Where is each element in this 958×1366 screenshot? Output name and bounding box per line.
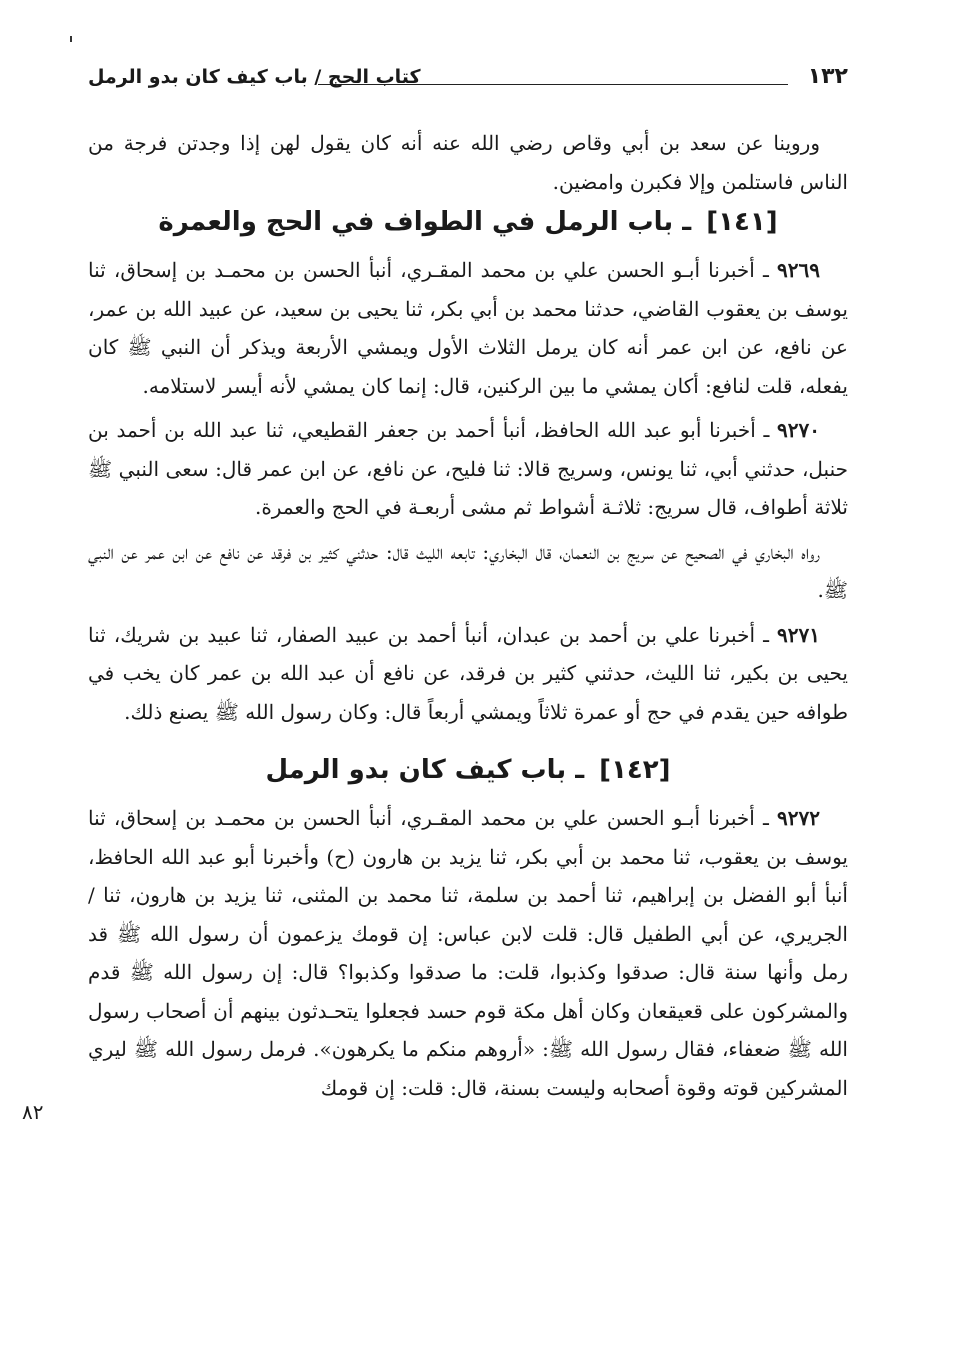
hadith-number: ٩٢٧٠ xyxy=(777,418,821,442)
page-body xyxy=(88,60,848,1107)
corner-mark xyxy=(70,36,72,42)
note-text: رواه البخاري في الصحيح عن سريج بن النعمان، قال البخاري: تابعه الليث قال: حدثني كثير بن فرقد عن نافع عن ابن عمر عن النبي ﷺ. xyxy=(88,539,848,602)
hadith-number: ٩٢٧١ xyxy=(777,622,821,647)
hadith-text: ـ أخبرنا أبـو الحسن علي بن محمد المقـري، أنبأ الحسن بن محمـد بن إسحاق، ثنا يوسف بن يعقوب القاضي، حدثنا محمد بن أبي بكر، ثنا يحيى بن سعيد، عن عبيد الله بن عمر، عن نافع، عن ابن عمر أنه كان يرمل الثلاث الأول ويمشي الأربعة ويذكر أن النبي ﷺ كان يفعله، قلت لنافع: أكان يمشي ما بين الركنين، قال: إنما كان يمشي لأنه أيسر لاستلامه. xyxy=(88,258,848,398)
hadith-9269 xyxy=(88,251,848,405)
page-number: ١٣٢ xyxy=(807,64,848,89)
bukhari-note xyxy=(88,533,848,610)
section-number: [١٤١] xyxy=(706,207,778,237)
hadith-9271 xyxy=(88,616,848,732)
section-heading-142 xyxy=(88,755,848,785)
hadith-text: ـ أخبرنا أبو عبد الله الحافظ، أنبأ أحمد بن جعفر القطيعي، ثنا عبد الله بن أحمد بن حنبل، حدثني أبي، ثنا يونس، وسريج قالا: ثنا فليح، عن نافع، عن ابن عمر قال: سعى النبي ﷺ ثلاثة أطواف، قال سريج: ثلاثـة أشواط ثم مشى أربعـة في الحج والعمرة. xyxy=(88,418,848,519)
hadith-text: ـ أخبرنا علي بن أحمد بن عبدان، أنبأ أحمد بن عبيد الصفار، ثنا عبيد بن شريك، ثنا يحيى بن بكير، ثنا الليث، حدثني كثير بن فرقد، عن نافع أن عبد الله بن عمر كان يخب في طوافه حين يقدم في حج أو عمرة ثلاثاً ويمشي أربعاً قال: وكان رسول الله ﷺ يصنع ذلك. xyxy=(88,622,848,724)
hadith-text: ـ أخبرنا أبـو الحسن علي بن محمد المقـري، أنبأ الحسن بن محمـد بن إسحاق، ثنا يوسف بن يعقوب، ثنا محمد بن أبي بكر، ثنا يزيد بن هارون (ح) وأخبرنا أبو عبد الله الحافظ، أنبأ أبو الفضل بن إبراهيم، ثنا أحمد بن سلمة، ثنا محمد بن المثنى، ثنا يزيد بن هارون، ثنا / الجريري، عن أبي الطفيل قال: قلت لابن عباس: إن قومك يزعمون أن رسول الله ﷺ قد رمل وأنها سنة قال: صدقوا وكذبوا، قلت: ما صدقوا وكذبوا؟ قال: إن رسول الله ﷺ قدم والمشركون على قعيقعان وكان أهل مكة قوم حسد فجعلوا يتحـدثون بينهم أن أصحاب رسول الله ﷺ ضعفاء، فقال رسول الله ﷺ: «أروهم منكم ما يكرهون». فرمل رسول الله ﷺ ليري المشركين قوته وقوة أصحابه وليست بسنة، قال: قلت: إن قومك xyxy=(88,806,849,1100)
hadith-9272 xyxy=(88,799,848,1107)
section-heading-141 xyxy=(88,207,848,237)
margin-page-ref: ٨٢ xyxy=(22,1100,44,1124)
page-header xyxy=(88,60,848,100)
intro-paragraph: وروينا عن سعد بن أبي وقاص رضي الله عنه أنه كان يقول لهن إذا وجدتن فرجة من الناس فاستلمن وإلا فكبرن وامضين. xyxy=(88,131,848,194)
running-title: كتاب الحج / باب كيف كان بدو الرمل xyxy=(88,66,421,88)
hadith-number: ٩٢٧٢ xyxy=(777,806,820,830)
section-title: ـ باب الرمل في الطواف في الحج والعمرة xyxy=(158,207,692,237)
hadith-number: ٩٢٦٩ xyxy=(777,258,820,282)
section-number: [١٤٢] xyxy=(599,755,671,785)
hadith-9270 xyxy=(88,411,848,527)
section-title: ـ باب كيف كان بدو الرمل xyxy=(265,755,585,785)
